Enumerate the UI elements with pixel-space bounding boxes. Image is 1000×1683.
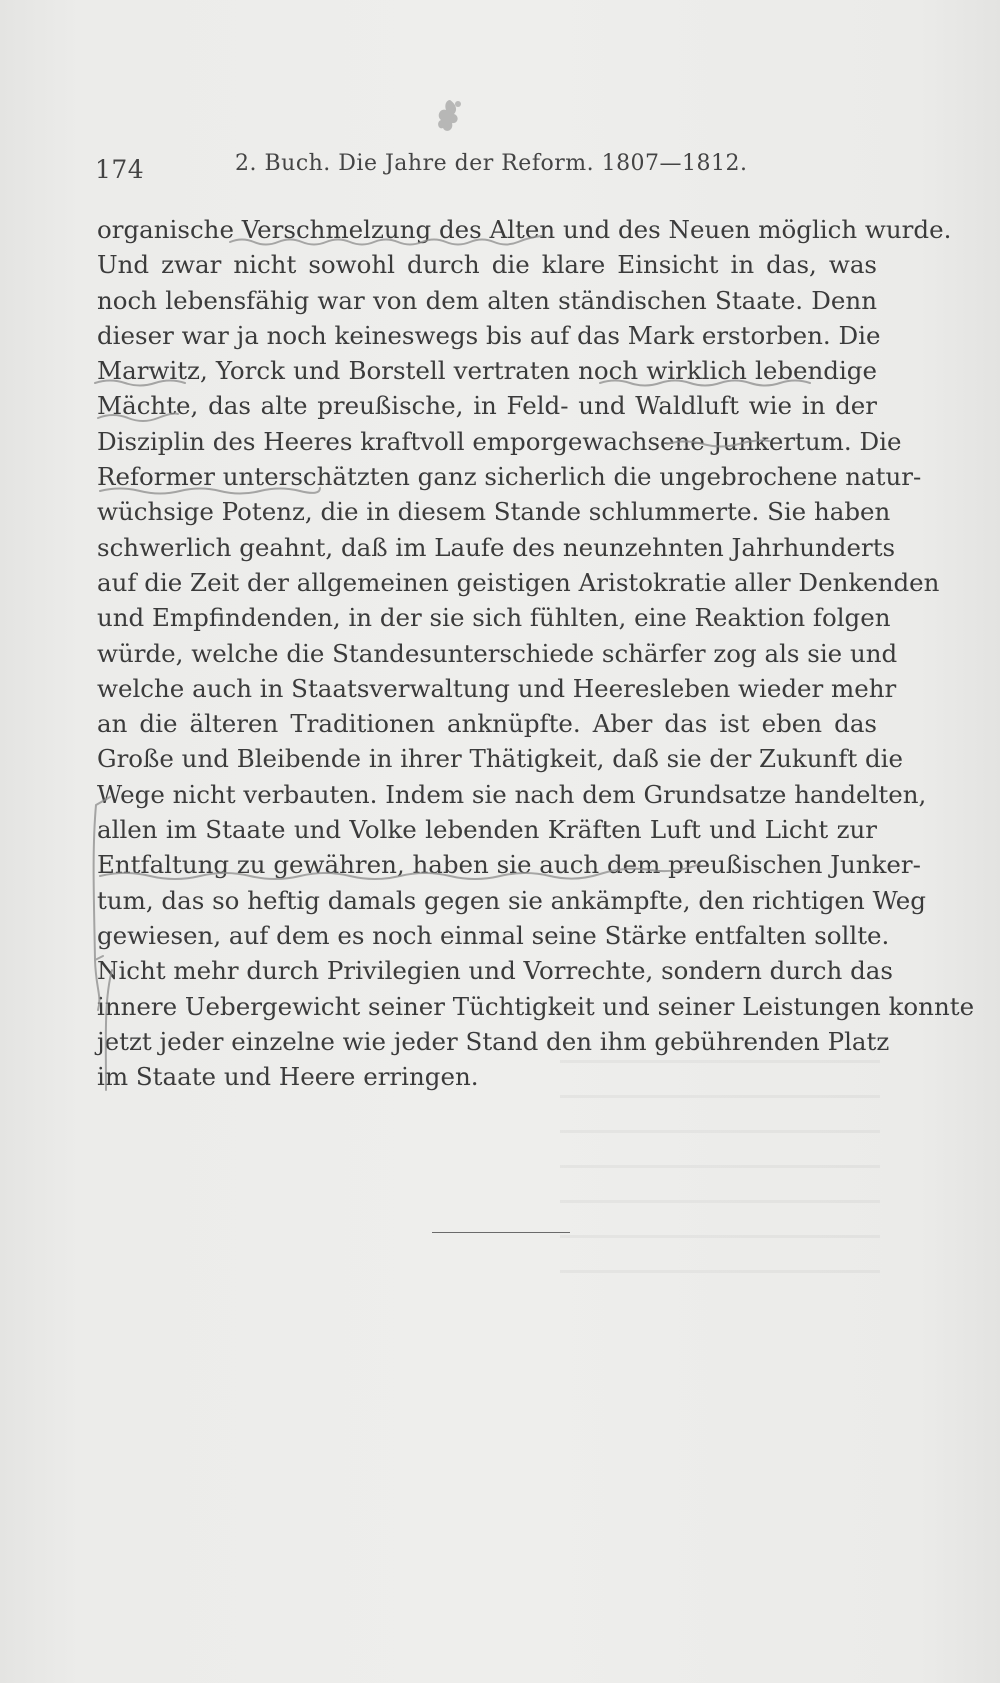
running-head: 2. Buch. Die Jahre der Reform. 1807—1812.: [235, 151, 748, 176]
text-line: Und zwar nicht sowohl durch die klare Einsicht in das, was: [97, 250, 877, 280]
body-paragraph: [97, 212, 975, 1094]
text-line: jetzt jeder einzelne wie jeder Stand den ihm gebührenden Platz: [97, 1026, 890, 1056]
text-line: Mächte, das alte preußische, in Feld- und Waldluft wie in der: [97, 391, 877, 421]
text-line: schwerlich geahnt, daß im Laufe des neunzehnten Jahrhunderts: [97, 532, 896, 562]
ink-smudge: [428, 96, 468, 146]
text-line: allen im Staate und Volke lebenden Kräften Luft und Licht zur: [97, 815, 877, 845]
text-line: dieser war ja noch keineswegs bis auf das Mark erstorben. Die: [97, 320, 881, 350]
page-header: [95, 151, 748, 187]
text-line: wüchsige Potenz, die in diesem Stande schlummerte. Sie haben: [97, 497, 891, 527]
page-number: 174: [95, 155, 145, 184]
text-line: Wege nicht verbauten. Indem sie nach dem Grundsatze handelten,: [97, 779, 927, 809]
section-rule: [432, 1232, 570, 1233]
text-line: Große und Bleibende in ihrer Thätigkeit, daß sie der Zukunft die: [97, 744, 903, 774]
text-line: Entfaltung zu gewähren, haben sie auch dem preußischen Junker-: [97, 850, 921, 880]
text-line: Nicht mehr durch Privilegien und Vorrechte, sondern durch das: [97, 956, 893, 986]
text-line: welche auch in Staatsverwaltung und Heeresleben wieder mehr: [97, 673, 897, 703]
text-line: würde, welche die Standesunterschiede schärfer zog als sie und: [97, 638, 898, 668]
text-line: innere Uebergewicht seiner Tüchtigkeit und seiner Leistungen konnte: [97, 991, 975, 1021]
text-line: und Empfindenden, in der sie sich fühlten, eine Reaktion folgen: [97, 603, 891, 633]
text-line: tum, das so heftig damals gegen sie ankämpfte, den richtigen Weg: [97, 885, 926, 915]
text-line: gewiesen, auf dem es noch einmal seine Stärke entfalten sollte.: [97, 920, 890, 950]
text-line: Marwitz, Yorck und Borstell vertraten noch wirklich lebendige: [97, 356, 877, 386]
text-line: noch lebensfähig war von dem alten ständischen Staate. Denn: [97, 285, 877, 315]
text-line: im Staate und Heere erringen.: [97, 1062, 479, 1092]
text-line: Reformer unterschätzten ganz sicherlich die ungebrochene natur-: [97, 462, 922, 492]
bleed-through-shadow: [560, 1060, 880, 1290]
text-line: an die älteren Traditionen anknüpfte. Aber das ist eben das: [97, 709, 877, 739]
text-line: auf die Zeit der allgemeinen geistigen Aristokratie aller Denkenden: [97, 567, 940, 597]
text-line: Disziplin des Heeres kraftvoll emporgewachsene Junkertum. Die: [97, 426, 902, 456]
text-line: organische Verschmelzung des Alten und des Neuen möglich wurde.: [97, 215, 952, 244]
